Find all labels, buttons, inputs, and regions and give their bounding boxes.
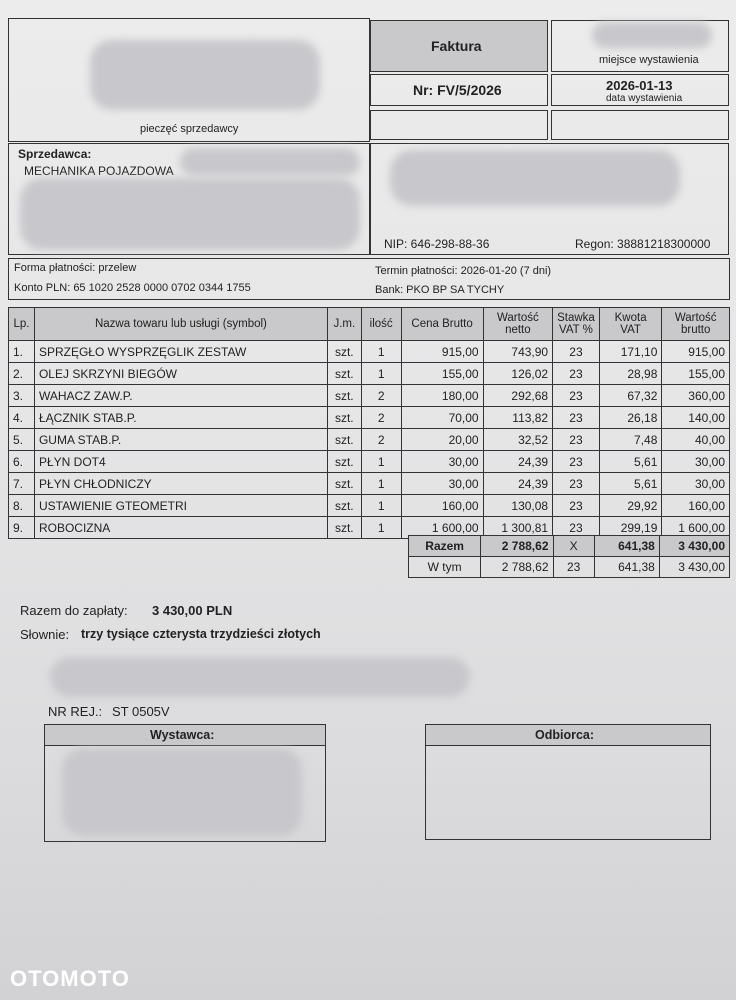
invoice-number: Nr: FV/5/2026 [413, 82, 502, 98]
cell-name: PŁYN CHŁODNICZY [34, 473, 327, 495]
cell-gross-value: 140,00 [662, 407, 730, 429]
redacted-place [592, 22, 712, 48]
cell-gross-value: 160,00 [662, 495, 730, 517]
cell-qty: 1 [361, 341, 401, 363]
cell-gross-value: 915,00 [662, 341, 730, 363]
cell-lp: 1. [9, 341, 35, 363]
table-header-row [9, 308, 730, 341]
seal-caption: pieczęć sprzedawcy [140, 123, 239, 135]
summary-total-label: Razem [409, 536, 481, 557]
pay-label: Razem do zapłaty: [20, 603, 128, 618]
cell-vat-amount: 29,92 [599, 495, 662, 517]
cell-vat-amount: 26,18 [599, 407, 662, 429]
cell-net-value: 292,68 [483, 385, 553, 407]
cell-unit: szt. [327, 341, 361, 363]
cell-name: OLEJ SKRZYNI BIEGÓW [34, 363, 327, 385]
cell-unit: szt. [327, 473, 361, 495]
issuer-label: Wystawca: [150, 728, 215, 742]
cell-lp: 7. [9, 473, 35, 495]
summary-total-gross: 3 430,00 [659, 536, 729, 557]
redacted-seller-name-tail [180, 148, 360, 176]
col-gross-value: Wartość brutto [662, 308, 730, 341]
payment-bank: Bank: PKO BP SA TYCHY [375, 284, 505, 296]
cell-unit: szt. [327, 363, 361, 385]
cell-vat-amount: 5,61 [599, 473, 662, 495]
cell-gross-value: 360,00 [662, 385, 730, 407]
cell-vat-rate: 23 [553, 407, 600, 429]
summary-total-net: 2 788,62 [481, 536, 553, 557]
seller-nip: NIP: 646-298-88-36 [384, 237, 490, 251]
cell-net-value: 1 300,81 [483, 517, 553, 539]
cell-lp: 2. [9, 363, 35, 385]
cell-gross-price: 160,00 [401, 495, 483, 517]
empty-box-left [370, 110, 548, 140]
cell-gross-price: 30,00 [401, 451, 483, 473]
cell-lp: 5. [9, 429, 35, 451]
empty-box-right [551, 110, 729, 140]
issue-date-caption: data wystawienia [606, 93, 683, 104]
reg-label: NR REJ.: [48, 704, 103, 719]
cell-net-value: 130,08 [483, 495, 553, 517]
col-vat-amount: Kwota VAT [599, 308, 662, 341]
place-caption: miejsce wystawienia [599, 54, 699, 66]
col-qty: ilość [361, 308, 401, 341]
cell-gross-value: 155,00 [662, 363, 730, 385]
cell-unit: szt. [327, 429, 361, 451]
cell-vat-rate: 23 [553, 363, 600, 385]
cell-unit: szt. [327, 495, 361, 517]
cell-net-value: 743,90 [483, 341, 553, 363]
summary-total-row [409, 536, 730, 557]
cell-name: WAHACZ ZAW.P. [34, 385, 327, 407]
cell-vat-amount: 171,10 [599, 341, 662, 363]
cell-vat-rate: 23 [553, 517, 600, 539]
words-label: Słownie: [20, 627, 70, 642]
summary-table [408, 535, 730, 578]
cell-net-value: 126,02 [483, 363, 553, 385]
cell-qty: 2 [361, 429, 401, 451]
cell-net-value: 24,39 [483, 451, 553, 473]
col-lp: Lp. [9, 308, 35, 341]
cell-gross-price: 70,00 [401, 407, 483, 429]
redacted-buyer [390, 150, 680, 206]
cell-name: GUMA STAB.P. [34, 429, 327, 451]
summary-of-which-row [409, 557, 730, 578]
cell-qty: 1 [361, 517, 401, 539]
cell-gross-price: 1 600,00 [401, 517, 483, 539]
cell-lp: 4. [9, 407, 35, 429]
cell-vat-rate: 23 [553, 451, 600, 473]
table-row [9, 363, 730, 385]
cell-lp: 8. [9, 495, 35, 517]
cell-qty: 2 [361, 407, 401, 429]
summary-of-which-vat: 641,38 [594, 557, 659, 578]
cell-qty: 2 [361, 385, 401, 407]
cell-name: USTAWIENIE GTEOMETRI [34, 495, 327, 517]
cell-lp: 9. [9, 517, 35, 539]
redacted-footer-line [50, 657, 470, 697]
col-name: Nazwa towaru lub usługi (symbol) [34, 308, 327, 341]
cell-gross-price: 915,00 [401, 341, 483, 363]
cell-gross-value: 30,00 [662, 473, 730, 495]
payment-account: Konto PLN: 65 1020 2528 0000 0702 0344 1755 [14, 282, 251, 294]
table-row [9, 451, 730, 473]
col-net-value: Wartość netto [483, 308, 553, 341]
cell-lp: 3. [9, 385, 35, 407]
cell-unit: szt. [327, 517, 361, 539]
cell-vat-amount: 28,98 [599, 363, 662, 385]
seller-regon: Regon: 38881218300000 [575, 237, 711, 251]
cell-net-value: 32,52 [483, 429, 553, 451]
cell-net-value: 24,39 [483, 473, 553, 495]
summary-total-rate: X [553, 536, 594, 557]
cell-qty: 1 [361, 451, 401, 473]
cell-qty: 1 [361, 363, 401, 385]
summary-of-which-label: W tym [409, 557, 481, 578]
cell-qty: 1 [361, 473, 401, 495]
cell-vat-rate: 23 [553, 385, 600, 407]
cell-vat-amount: 67,32 [599, 385, 662, 407]
cell-name: SPRZĘGŁO WYSPRZĘGLIK ZESTAW [34, 341, 327, 363]
cell-gross-price: 20,00 [401, 429, 483, 451]
cell-gross-value: 40,00 [662, 429, 730, 451]
table-row [9, 495, 730, 517]
summary-of-which-gross: 3 430,00 [659, 557, 729, 578]
items-table [8, 307, 730, 539]
cell-unit: szt. [327, 385, 361, 407]
table-row [9, 473, 730, 495]
payment-term: Termin płatności: 2026-01-20 (7 dni) [375, 265, 552, 277]
redacted-seller-address [20, 178, 360, 250]
cell-name: ROBOCIZNA [34, 517, 327, 539]
cell-qty: 1 [361, 495, 401, 517]
cell-vat-rate: 23 [553, 341, 600, 363]
words-value: trzy tysiące czterysta trzydzieści złotych [81, 627, 321, 641]
cell-unit: szt. [327, 451, 361, 473]
cell-vat-amount: 299,19 [599, 517, 662, 539]
receiver-label: Odbiorca: [535, 728, 595, 742]
seller-name: MECHANIKA POJAZDOWA [24, 164, 174, 178]
summary-of-which-rate: 23 [553, 557, 594, 578]
cell-gross-price: 155,00 [401, 363, 483, 385]
doc-type: Faktura [431, 38, 482, 54]
cell-gross-value: 1 600,00 [662, 517, 730, 539]
cell-vat-rate: 23 [553, 429, 600, 451]
reg-value: ST 0505V [112, 704, 170, 719]
table-row [9, 385, 730, 407]
summary-of-which-net: 2 788,62 [481, 557, 553, 578]
cell-vat-rate: 23 [553, 495, 600, 517]
cell-unit: szt. [327, 407, 361, 429]
seller-label: Sprzedawca: [18, 147, 92, 161]
pay-amount: 3 430,00 PLN [152, 603, 233, 618]
redacted-issuer [62, 748, 302, 836]
cell-net-value: 113,82 [483, 407, 553, 429]
table-row [9, 429, 730, 451]
cell-lp: 6. [9, 451, 35, 473]
summary-total-vat: 641,38 [594, 536, 659, 557]
col-unit: J.m. [327, 308, 361, 341]
col-vat-rate: Stawka VAT % [553, 308, 600, 341]
cell-gross-price: 30,00 [401, 473, 483, 495]
table-row [9, 407, 730, 429]
issue-date: 2026-01-13 [606, 78, 673, 93]
table-row [9, 341, 730, 363]
cell-gross-price: 180,00 [401, 385, 483, 407]
cell-vat-rate: 23 [553, 473, 600, 495]
cell-name: ŁĄCZNIK STAB.P. [34, 407, 327, 429]
col-gross-price: Cena Brutto [401, 308, 483, 341]
redacted-seal [90, 40, 320, 110]
watermark: OTOMOTO [10, 966, 130, 991]
payment-form: Forma płatności: przelew [14, 262, 137, 274]
cell-vat-amount: 5,61 [599, 451, 662, 473]
cell-vat-amount: 7,48 [599, 429, 662, 451]
cell-gross-value: 30,00 [662, 451, 730, 473]
cell-name: PŁYN DOT4 [34, 451, 327, 473]
